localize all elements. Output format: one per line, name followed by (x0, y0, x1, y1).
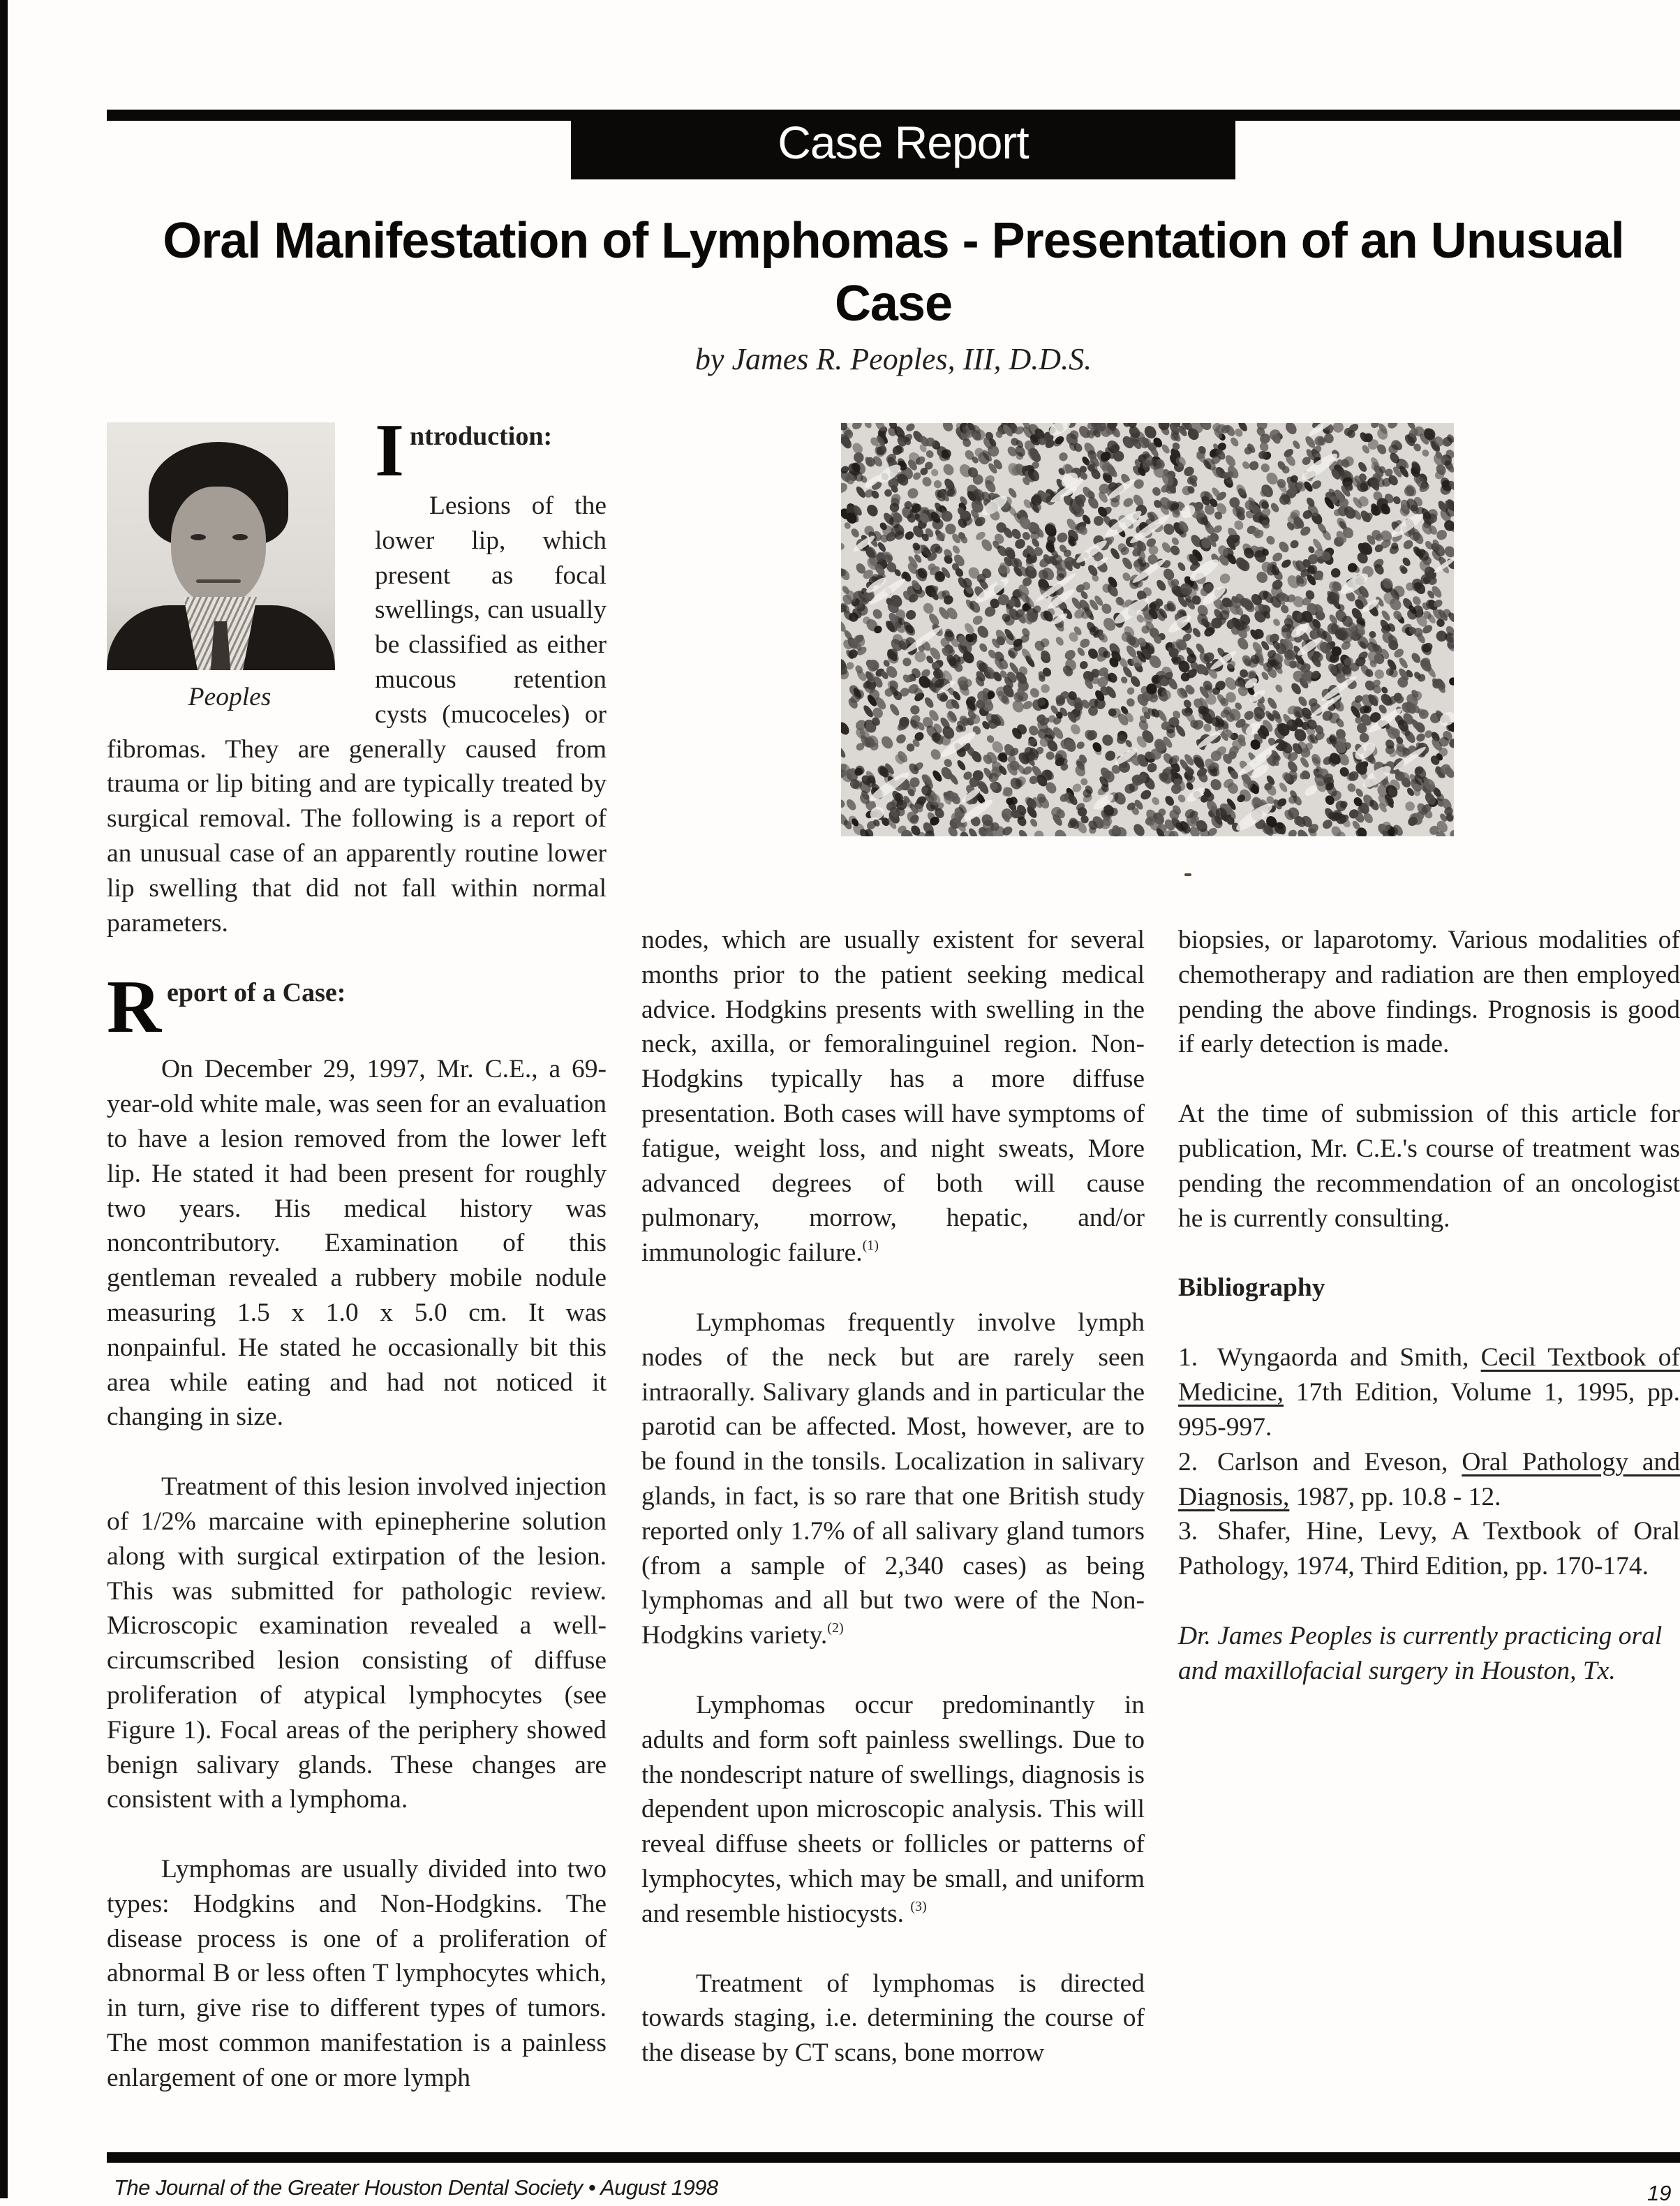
column-2 (641, 923, 1145, 2071)
report-paragraph: On December 29, 1997, Mr. C.E., a 69-year-old white male, was seen for an evaluation to have a lesion removed from the lower left lip. He stated it had been present for roughly two years. His medical history was noncontributory. Examination of this gentleman revealed a rubbery mobile nodule measuring 1.5 x 1.0 x 5.0 cm. It was nonpainful. He stated he occasionally bit this area while eating and had not noticed it changing in size. (107, 1055, 607, 1432)
report-paragraph: Lymphomas are usually divided into two types: Hodgkins and Non-Hodgkins. The disease process is one of a proliferation of abnormal B or less often T lymphocytes which, in turn, give rise to different types of tumors. The most common manifestation is a painless enlargement of one or more lymph (107, 1855, 607, 2092)
introduction-heading (107, 409, 607, 492)
body-paragraph (641, 1967, 1145, 2071)
scan-edge (0, 0, 8, 2198)
bibliography-item (1178, 1340, 1680, 1444)
print-speck (1184, 873, 1191, 876)
column-1 (107, 409, 607, 2096)
paragraph-text: Treatment of lymphomas is directed towards staging, i.e. determining the course of the disease by CT scans, bone morrow (641, 1969, 1145, 2068)
dropcap: I (375, 409, 405, 492)
item-number: 3. (1178, 1517, 1198, 1546)
body-paragraph (641, 1688, 1145, 1932)
page-number: 19 (1647, 2181, 1672, 2205)
introduction-paragraph: Lesions of the lower lip, which present as focal swellings, can usually be classified as either mucous retention cysts (mucoceles) or fibromas. They are generally caused from trauma or lip biting and are typically treated by surgical removal. The following is a report of an unusual case of an apparently routine lower lip swelling that did not fall within normal parameters. (107, 491, 607, 938)
dropcap: R (107, 965, 161, 1049)
paragraph-text: nodes, which are usually existent for several months prior to the patient seeking medical advice. Hodgkins presents with swelling in the neck, axilla, or femoralinguinel region. Non-Hodgkins typically has a more diffuse presentation. Both cases will have symptoms of fatigue, weight loss, and night sweats, More advanced degrees of both will cause pulmonary, morrow, hepatic, and/or immunologic failure. (641, 926, 1145, 1268)
item-authors: Carlson and Eveson, (1217, 1447, 1462, 1476)
footer-rule (107, 2152, 1680, 2163)
body-paragraph: biopsies, or laparotomy. Various modalities of chemotherapy and radiation are then employed pending the above findings. Prognosis is good if early detection is made. (1178, 926, 1680, 1059)
body-paragraph (641, 923, 1145, 1271)
byline: by James R. Peoples, III, D.D.S. (694, 342, 1092, 376)
item-number: 1. (1178, 1343, 1198, 1372)
column-3 (1178, 923, 1680, 1689)
reference-mark: (3) (910, 1898, 927, 1914)
item-number: 2. (1178, 1447, 1198, 1476)
micrograph-image (841, 423, 1454, 836)
reference-mark: (1) (862, 1238, 879, 1254)
bibliography-item (1178, 1445, 1680, 1515)
paragraph-text: Lymphomas occur predominantly in adults and form soft painless swellings. Due to the nondescript nature of swellings, diagnosis is dependent upon microscopic analysis. This will reveal diffuse sheets or follicles or patterns of lymphocytes, which may be small, and uniform and resemble histiocysts. (641, 1690, 1145, 1928)
item-details: 1987, pp. 10.8 - 12. (1289, 1482, 1501, 1511)
micrograph-cells (841, 423, 1454, 836)
item-authors: Wyngaorda and Smith, (1217, 1343, 1481, 1372)
author-photo-caption: Peoples (188, 683, 272, 711)
item-title: Cecil Textbook of Medicine, (1178, 1343, 1680, 1407)
item-authors: Shafer, Hine, Levy, A Textbook of Oral Pathology, 1974, Third Edition, pp. 170-174. (1178, 1517, 1680, 1581)
bibliography-heading: Bibliography (1178, 1273, 1325, 1303)
paragraph-text: Lymphomas frequently involve lymph nodes of the neck but are rarely seen intraorally. Salivary glands and in particular the parotid can be affected. Most, however, are to be found in the tonsils. Localization in salivary glands, in fact, is so rare that one British study reported only 1.7% of all salivary gland tumors (from a sample of 2,340 cases) as being lymphomas and all but two were of the Non-Hodgkins variety. (641, 1308, 1145, 1650)
journal-footer: The Journal of the Greater Houston Dental Society • August 1998 (114, 2175, 718, 2200)
bibliography-item (1178, 1514, 1680, 1584)
author-bio: Dr. James Peoples is currently practicing oral and maxillofacial surgery in Houston, Tx. (1178, 1621, 1663, 1685)
item-details: 17th Edition, Volume 1, 1995, pp. 995-997. (1178, 1378, 1680, 1442)
item-title: Oral Pathology and Diagnosis, (1178, 1447, 1680, 1511)
body-paragraph (641, 1305, 1145, 1653)
report-heading (107, 965, 607, 1052)
article-title: Oral Manifestation of Lymphomas - Presentation of an Unusual Case (163, 213, 1624, 332)
section-label: Case Report (571, 110, 1235, 179)
heading-text: ntroduction: (410, 422, 553, 451)
body-paragraph: At the time of submission of this article for publication, Mr. C.E.'s course of treatment was pending the recommendation of an oncologist he is currently consulting. (1178, 1100, 1680, 1233)
heading-text: eport of a Case: (167, 978, 346, 1008)
reference-mark: (2) (827, 1620, 844, 1636)
report-paragraph: Treatment of this lesion involved injection of 1/2% marcaine with epinepherine solution along with surgical extirpation of the lesion. This was submitted for pathologic review. Microscopic examination revealed a well-circumscribed lesion consisting of diffuse proliferation of atypical lymphocytes (see Figure 1). Focal areas of the periphery showed benign salivary glands. These changes are consistent with a lymphoma. (107, 1472, 607, 1814)
bibliography-list (1178, 1340, 1680, 1584)
